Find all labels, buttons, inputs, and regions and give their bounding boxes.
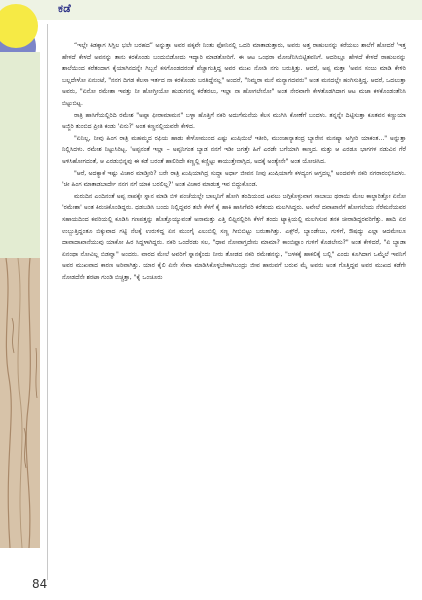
- running-header-title: ಕಡೆ: [58, 2, 71, 15]
- sidebar-texture-panel: [0, 258, 40, 548]
- paragraph: ಮರುದಿನ ಎಂದಿನಂತೆ ಅಪ್ಪ ನಾಪಕ್ಕೇ ಸ್ನಾನ ಮಾಡಿ ಬಿಳಿ ಪಂಚೆಯಲ್ಲೇ ಬಾಲ್ಕನಿಗೆ ಹೋಗಿ ತಂದಿಯಂದ ಟವಲು ಜಗ್ಗಿಕೊಳ್ಳುವಾಗ ಸಾಬಾಜು ಥರಾಯಿ ಮೇಲ ಕಾಲ್ಜಾರಿತ್ತೋ ಏನೋ 'ರಮೇಶಾ' ಅಂತ ಕಿರುಚಿಕೊಂಡಿದ್ದರು. ಧಡಬಡಿಸಿ ಬಂದು ನಿಲ್ಲಿದ್ದವರ ತಲೇ ಕೆಳಗೆ ಕೈ ಹಾಕಿ ಹಾಸಿಗೆವರಿ ಕರೆತಂದು ಮಲಗಿಸಿದ್ದರು. ಅವೇಲೆ ದವಾಖಾನೆಗೆ ಹೋಗಲೆಂದು ನೆರೆಮನೆಯವರ ಸಹಾಯದಿಂದ ಕವರಿಯಲ್ಲಿ ಕೂಡಿಸಿ ಗಣಪತ್ತನ್ನು ಹೊತ್ತೊಯ್ಯುವಂತೆ ಅನಾಮತ್ತು ಎತ್ತಿ ಲಿಫ್ಟಿನಲ್ಲಿರಿಸಿ ಕೆಳಗೆ ತಂದು ಟ್ಯಾಕ್ಸಿಯಲ್ಲಿ ಮಲಗಿಸುವ ತನಕ ಚೀರಾಡಿದ್ದರವರಿಗೆತ್ತು. ಹಾದಿ ಏರ ಉಬ್ಬುತ್ತಿದ್ದಂತೂ ಬಿಕ್ಕುವಾದ ಗಟ್ಟಿ ನೆಲಕ್ಕೆ ಉರುಳಿದ್ದ ಏನ ಮುಂಗೈ ಎಲುಬಿಲ್ಲಿ ಸಣ್ಣ ಗೀಬಿಬಿಟ್ಟು ಬರುತಾಗಿತ್ತು. ಎಕ್ಸ್‌ರೆ, ಬ್ಯಾಂಡೇಜು, ಗುಳಿಗೆ, ಔಷದ್ಯು ಎಲ್ಲಾ ಆದಮೇಲೂ ದಾವಾದಾಖಾನೆಯುವು ಯಾಕೋ ಹಿರ ಸಿದ್ದಳಾಗಿದ್ದರು. ನಕರಿ ಒಂದೆರಡು ಸಲ, "ಧಾವ ನೋವಾಗ್ತದೇನು ಮಾಮಾ? ಕಾಂಬಿಫ್ಲಾಂ ಗುಳಿಗೆ ಕೊಡಲೇನು?" ಅಂತ ಕೇಳಿದರೆ, "ಏ ಬ್ಯಾಡಾ ಏನಂಥಾ ನೋವಿಲ್ಲ ಬಿಡವ್ವಾ" ಅಂದರು. ವಾರದ ಮೇಲೆ ಅವರಿಗೆ ಸ್ನಾನಕ್ಕೆಂದು ನೀರು ತೋಡದ ನಕರಿ ರಮೇಶನನ್ನು, "ಜಳಕಕ್ಕೆ ಹಾಕಲಿಕ್ಕೆ ಬಲ್ಲಿ" ಎಂದು ಕೂಗಿದಾಗ ಒಮ್ಮೆಲೆ ಇವನಿಗೆ ಅವರ ಮುಖವಾದ ಕಾರಣ ಅರಿವಾಗಿತ್ತು. ಯಾರ ಕೈಲಿ ಏನೇ ಸೇವಾ ಮಾಡಿಸಿಕೊಳ್ಳಬೇಕಾಗಿಬಂದ್ರು ಜೀವ ಹಾರುವಗೆ ಬರುವ ಮೈ ಅವರು ಅಂತ ಗೊತ್ತಿದ್ದವ ಅವರ ಮುಖದ ಕಡೆಗೇ ನೋಡದೆನೇ ಶರಟಾ ಗುಂಡಿ ಬಿಚ್ಚತ್ತಾ, "ಕೈ ಒಂಚೂರು: [62, 192, 406, 281]
- page-number: 84: [32, 577, 48, 591]
- paragraph: ರಾತ್ರಿ ಹಾಸಿಗೆಯಲ್ಲಿರಿದಿ ರಮೇಶ "ಅಪ್ಪಾ ಫೀರಾಮಾಮನ" ಬಳ್ಳಾ ಹೊತ್ತಿಗೆ ನಕರಿ ಅದುಗೆಮನೆಯ ಕೆಲಸ ಮುಗಿಸಿ ಕೋಣೆಗೆ ಬಂದಳು. ತನ್ನನ್ನೇ ದಿಟ್ಟಿಸುತ್ತಾ ಕೂತವನ ಕಣ್ಣುಯಾ ಅಜ್ಜಿರಿ ತುಂಬಿದ ಪ್ರೀತಿ ಕಂಡು 'ಏನು?' ಅಂತ ಕಣ್ಣನಲ್ಲಿಯವರೇ ಕೇಳಿದ.: [62, 111, 406, 131]
- paragraph: "ಏನಿಲ್ಲ, ನೀವು ಹಿಂಗ ರಾತ್ರಿ ಮಹಮ್ಮದ ರಫಿಯ ಹಾಡು ಕೇಳೋಮುಂದ ಎಷ್ಟು ಖುಷಿಯಿಲೆ ಇತೀರಿ, ಮುಂಜಾನ್ಯಾತಂದ್ರ ಬ್ಯಾರೇನ ಮನಷ್ಯಾ ಅಗ್ತೀರಿ ಯಾಕಂತ..." ಅನ್ನುತ್ತಾ ನಿಲ್ಲಿಸಿದಳು. ರಮೇಶ ನಿಟ್ಟುಸಿರಿಟ್ಟ. 'ಅಪ್ಪನಂತೆ ಇಲ್ಲಾ – ಅಪ್ಪನಿಗಂತ ಬ್ಯಾಡ ನನಗೆ ಇಡೀ ಜಗತ್ತೇ ಹಿಗೆ ಎರಡೇ ಬಗೆಯಾಗಿ ಕಾಣ್ತದ. ಮತ್ತು ಆ ಎರಡೂ ಭಾಗಗಳ ನಡುವಿನ ಗೆರೆ ಅಳಿಸಿಹೋಗದಂತೆ, ಆ ಎರಡುಭಿನ್ನವು ಈ ಕಡೆ ಬರಂತೆ ಹಾಲಿರಿದೇ ಕಣ್ಣಲ್ಲಿ ಕಣ್ಣಿಟ್ಟು ಕಾಯುತ್ತೇನಾಗ್ಸಿದ, ಅದಕ್ಕೆ ಅಂತ್ಯೇನೇ" ಅಂತ ಯೋಚಿಸಿದ.: [62, 134, 406, 165]
- story-text: [62, 40, 406, 592]
- margin-divider: [47, 24, 48, 580]
- wood-texture-illustration: [0, 258, 40, 548]
- paragraph: “ಇಲ್ಲೇ ಕಿಡಕ್ಕಾಗ ಸಿಗ್ಲಿಲ ಭಲೇ ಬರಹದ” ಅನ್ನುತ್ತಾ ಅವರ ಪಕ್ಕವೇ ನಿಂತು ಫೋನಿನಲ್ಲಿ ಒದರಿ ಮಾತಾಡುತ್ತಾರು, ಅವರು ಅತ್ತ ರಾಹುಲನನ್ನು ಕರೆಯಲು ಶಾಲೆಗೆ ಹೋದರೆ 'ಇತ್ತ ಹೇಳದೆ ಕೇಳದೆ ಅವನನ್ನು ತಾನು ಕರಕೊಂಡು ಬಂದುಬಿಡೋದು ಇದ್ಯಾರಿ ಮಾಡತೋರಿಗೆ. ಈ ಆಟ ಒಂಥರಾ ಮೋಜೆನಿಸಿಬಿಟ್ಟಿತವನಿಗೆ. ಆದರಿಲ್ಲೂ ಹೇಳದೆ ಕೇಳದೆ ರಾಹುಲನನ್ನು ಶಾಲೆಯಿಂದ ಕರೆತಂದಾಗ ಕೈಯಾಗಿನದನ್ನೇ ಗಿಬ್ಬನೆ ಕಸಗೊಂಡದರಂತೆ ಪೆಚ್ಚಾಗುತ್ತಿದ್ದ ಅವರ ಮುಖ ನೋಡಿ ನಗು ಬರುತ್ತಿತ್ತು. ಆದರೆ, ಅಪ್ಪ ಮತ್ತಾ 'ಅವನ ಸಂಜು ಮಾಡಿ ಕೇಳಿರಿ ಬಲ್ಲದೇಳೋ ಏನುಂಟೆ, "ನನಗ ದಿಗಡ ಕೆಲಸಾ ಇರ್ತದ ನಾ ಕರಕೊಂಡು ಬರತಿದ್ದೆನಲ್ಲ" ಅಂದರೆ, "ನಿಮ್ದರಾ ಮನೆ ಮನ್ಯಾಗದವರು" ಅಂತ ಮನದಲ್ಲೇ ಹಂಗಿಸುತ್ತಿದ್ದ. ಆದರೆ, ಒದಲುತ್ತಾ ಅವರು, "ಏನೋ ರಮೇಶಾ ಇವತ್ತು ನೀ ಹೋಗ್ತೀಯೋ ಹುಡುಗನನ್ನ ಕರೆತರಲು, ಇಲ್ಲಾ ನಾ ಹೋಗಲೇನೋ" ಅಂತ ನೇರವಾಗೇ ಕೇಳತೊಡಗಿದಾಗ ಆಟ ಮಜಾ ಕಳಕೊಂಡಂತೆನಿಸಿ ಬಿಟ್ಟುಬಿಟ್ಟ.: [62, 42, 406, 107]
- sidebar-color-band: [0, 52, 40, 258]
- paragraph: "ಆರೆ, ಅದಕ್ಯಾಕೆ ಇಷ್ಟು ವಿಚಾರ ಮಾಡ್ತೀರಿ? ಬರೇ ರಾತ್ರಿ ಖುಷಿಯಾಗಿದ್ರ ಸುದ್ದಾ ಅರ್ಧಾ ಜೀವನ ನೀವು ಖುಷಿಯಾಗೇ ಕಳದ್ಯಂಗ ಆಗ್ತದಲ್ಲ" ಅಂದವಳೇ ನಕರಿ ನಗರಾರಂಭಿಸಿದಳು. 'ಚೀ ಹಿಂಗ ಮಾತಾಡಬಾರ್ದೇ ನನಗ ನಗೆ ಯಾಕ ಬರಲಿಲ್ಲ?' ಅಂತ ವಿಚಾರ ಮಾಡುತ್ತ ಇವ ಬಿದ್ದುಕೊಂಡ.: [62, 169, 406, 189]
